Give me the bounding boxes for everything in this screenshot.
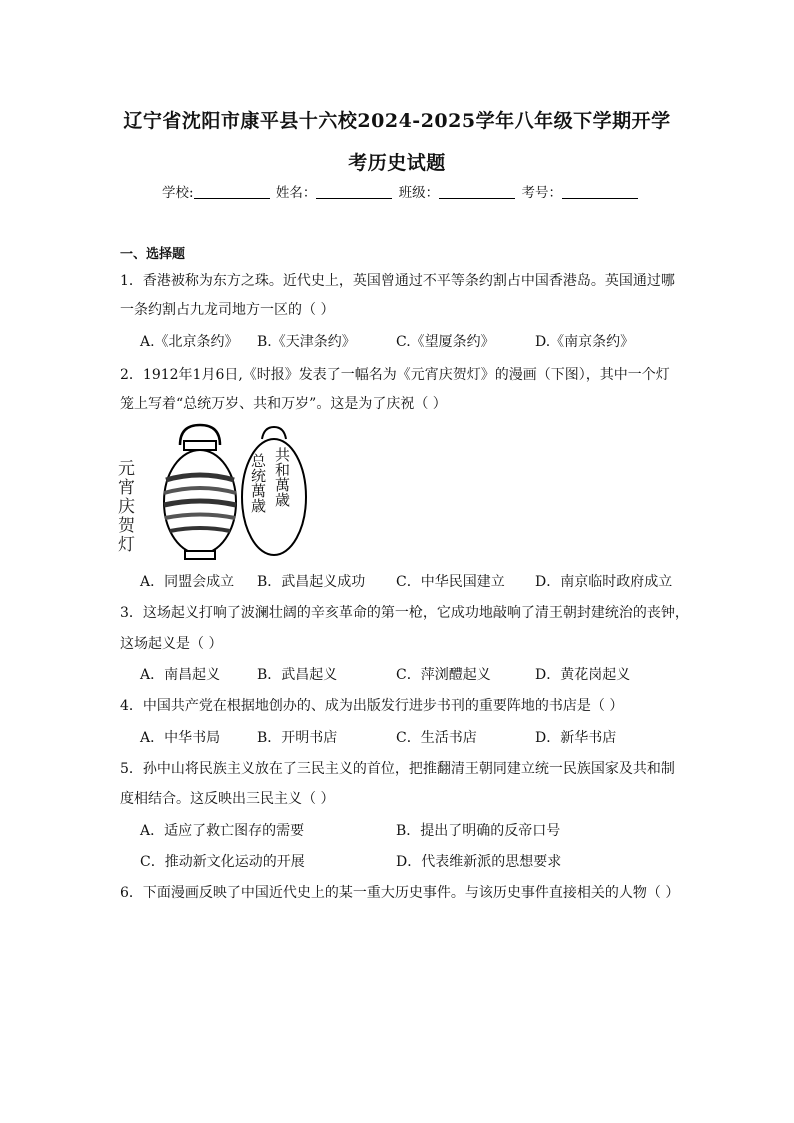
question-5-line-1: 5．孙中山将民族主义放在了三民主义的首位，把推翻清王朝同建立统一民族国家及共和制 bbox=[120, 761, 675, 777]
question-1-option-b: B.《天津条约》 bbox=[257, 334, 356, 350]
question-1-line-2: 一条约割占九龙司地方一区的（ ） bbox=[120, 302, 335, 318]
question-1-option-c: C.《望厦条约》 bbox=[396, 334, 495, 350]
question-2-line-1: 2．1912年1月6日,《时报》发表了一幅名为《元宵庆贺灯》的漫画（下图），其中一个灯 bbox=[120, 367, 670, 383]
caption-char-1: 元宵庆贺灯 bbox=[114, 459, 134, 554]
question-3-option-b: B．武昌起义 bbox=[257, 667, 338, 683]
question-2-option-a: A．同盟会成立 bbox=[140, 574, 235, 590]
question-3-line-2: 这场起义是（ ） bbox=[120, 636, 223, 652]
question-2-option-c: C．中华民国建立 bbox=[396, 574, 505, 590]
lantern-text-right: 共和萬歳 bbox=[273, 447, 291, 507]
question-3-line-1: 3．这场起义打响了波澜壮阔的辛亥革命的第一枪，它成功地敲响了清王朝封建统治的丧钟， bbox=[120, 605, 689, 621]
exam-number-label: 考号： bbox=[521, 185, 562, 201]
question-1-option-d: D.《南京条约》 bbox=[535, 334, 635, 350]
question-3-option-c: C．萍浏醴起义 bbox=[396, 667, 491, 683]
lantern-text-left: 总统萬歳 bbox=[249, 453, 267, 513]
question-5-option-a: A．适应了救亡图存的需要 bbox=[140, 823, 305, 839]
question-5-option-c: C．推动新文化运动的开展 bbox=[140, 854, 305, 870]
class-blank[interactable] bbox=[439, 185, 515, 199]
question-5-option-d: D．代表维新派的思想要求 bbox=[396, 854, 562, 870]
question-1-line-1: 1．香港被称为东方之珠。近代史上，英国曾通过不平等条约割占中国香港岛。英国通过哪 bbox=[120, 273, 675, 289]
exam-title-line1: 辽宁省沈阳市康平县十六校2024-2025学年八年级下学期开学 bbox=[123, 110, 671, 132]
exam-number-blank[interactable] bbox=[562, 185, 638, 199]
school-label: 学校: bbox=[162, 185, 194, 201]
question-1-option-a: A.《北京条约》 bbox=[140, 334, 239, 350]
left-lantern bbox=[164, 425, 236, 559]
name-blank[interactable] bbox=[316, 185, 392, 199]
name-label: 姓名： bbox=[275, 185, 317, 201]
cartoon-caption bbox=[114, 459, 135, 554]
question-2-option-d: D．南京临时政府成立 bbox=[535, 574, 673, 590]
question-2-option-b: B．武昌起义成功 bbox=[257, 574, 366, 590]
exam-title-line2: 考历史试题 bbox=[348, 152, 446, 174]
right-lantern bbox=[242, 427, 306, 555]
student-info-line bbox=[162, 181, 640, 201]
lantern-cartoon-image bbox=[114, 425, 318, 560]
question-4-option-c: C．生活书店 bbox=[396, 730, 477, 746]
question-3-option-a: A．南昌起义 bbox=[140, 667, 221, 683]
question-5-option-b: B．提出了明确的反帝口号 bbox=[396, 823, 561, 839]
question-4-line-1: 4．中国共产党在根据地创办的、成为出版发行进步书刊的重要阵地的书店是（ ） bbox=[120, 698, 624, 714]
question-3-option-d: D．黄花岗起义 bbox=[535, 667, 631, 683]
school-blank[interactable] bbox=[194, 185, 270, 199]
question-5-line-2: 度相结合。这反映出三民主义（ ） bbox=[120, 791, 335, 807]
class-label: 班级： bbox=[398, 185, 440, 201]
section-heading: 一、选择题 bbox=[120, 247, 186, 262]
question-6-line-1: 6．下面漫画反映了中国近代史上的某一重大历史事件。与该历史事件直接相关的人物（ ） bbox=[120, 885, 680, 901]
question-4-option-a: A．中华书局 bbox=[140, 730, 221, 746]
question-4-option-b: B．开明书店 bbox=[257, 730, 338, 746]
question-2-line-2: 笼上写着“总统万岁、共和万岁”。这是为了庆祝（ ） bbox=[120, 396, 447, 412]
question-4-option-d: D．新华书店 bbox=[535, 730, 617, 746]
